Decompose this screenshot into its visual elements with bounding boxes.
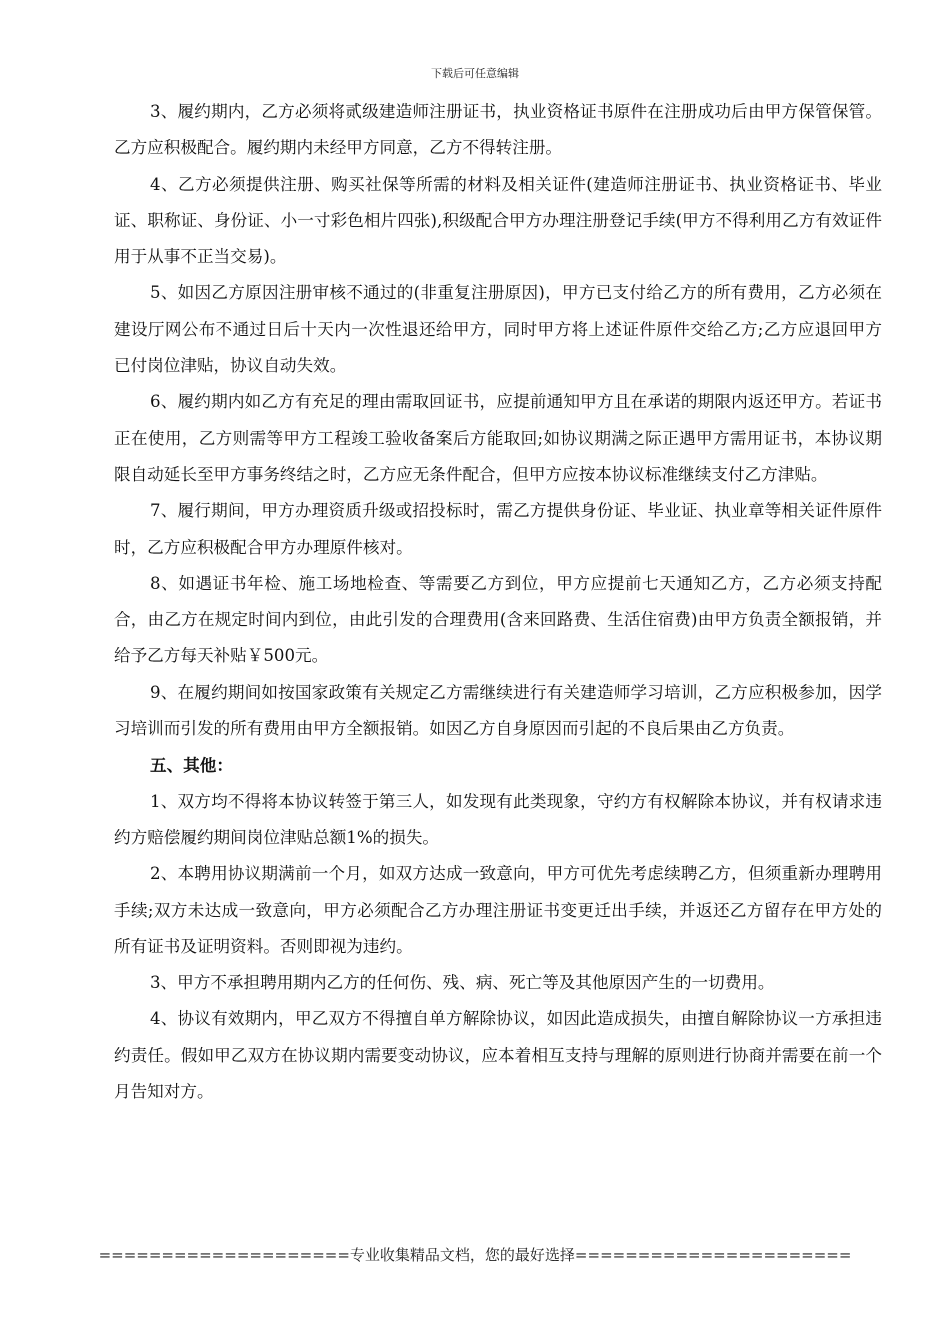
document-body (114, 94, 882, 1110)
page-footer-note: ====================专业收集精品文档，您的最好选择====================== (98, 1246, 852, 1264)
other-item-1: 1、双方均不得将本协议转签于第三人，如发现有此类现象，守约方有权解除本协议，并有权请求违约方赔偿履约期间岗位津贴总额1%的损失。 (114, 791, 882, 847)
clause-3: 3、履约期内，乙方必须将贰级建造师注册证书，执业资格证书原件在注册成功后由甲方保管保管。乙方应积极配合。履约期内未经甲方同意，乙方不得转注册。 (114, 102, 882, 158)
section-heading-other: 五、其他： (150, 755, 233, 776)
clause-5: 5、如因乙方原因注册审核不通过的(非重复注册原因)，甲方已支付给乙方的所有费用，乙方必须在建设厅网公布不通过日后十天内一次性退还给甲方，同时甲方将上述证件原件交给乙方;乙方应退回甲方已付岗位津贴，协议自动失效。 (114, 283, 882, 376)
clause-6: 6、履约期内如乙方有充足的理由需取回证书，应提前通知甲方且在承诺的期限内返还甲方。若证书正在使用，乙方则需等甲方工程竣工验收备案后方能取回;如协议期满之际正遇甲方需用证书，本协议期限自动延长至甲方事务终结之时，乙方应无条件配合，但甲方应按本协议标准继续支付乙方津贴。 (114, 392, 882, 484)
other-item-2: 2、本聘用协议期满前一个月，如双方达成一致意向，甲方可优先考虑续聘乙方，但须重新办理聘用手续;双方未达成一致意向，甲方必须配合乙方办理注册证书变更迁出手续，并返还乙方留存在甲方处的所有证书及证明资料。否则即视为违约。 (114, 864, 882, 956)
clause-9: 9、在履约期间如按国家政策有关规定乙方需继续进行有关建造师学习培训，乙方应积极参加，因学习培训而引发的所有费用由甲方全额报销。如因乙方自身原因而引起的不良后果由乙方负责。 (114, 682, 882, 739)
clause-7: 7、履行期间，甲方办理资质升级或招投标时，需乙方提供身份证、毕业证、执业章等相关证件原件时，乙方应积极配合甲方办理原件核对。 (114, 501, 882, 557)
other-item-3: 3、甲方不承担聘用期内乙方的任何伤、残、病、死亡等及其他原因产生的一切费用。 (150, 973, 775, 993)
clause-8: 8、如遇证书年检、施工场地检查、等需要乙方到位，甲方应提前七天通知乙方，乙方必须支持配合，由乙方在规定时间内到位，由此引发的合理费用(含来回路费、生活住宿费)由甲方负责全额报销，并给予乙方每天补贴￥500元。 (114, 573, 882, 666)
page-header-note: 下载后可任意编辑 (431, 67, 519, 80)
clause-4: 4、乙方必须提供注册、购买社保等所需的材料及相关证件(建造师注册证书、执业资格证书、毕业证、职称证、身份证、小一寸彩色相片四张),积级配合甲方办理注册登记手续(甲方不得利用乙方有效证件用于从事不正当交易)。 (114, 174, 882, 267)
other-item-4: 4、协议有效期内，甲乙双方不得擅自单方解除协议，如因此造成损失，由擅自解除协议一方承担违约责任。假如甲乙双方在协议期内需要变动协议，应本着相互支持与理解的原则进行协商并需要在前一个月告知对方。 (114, 1009, 882, 1102)
